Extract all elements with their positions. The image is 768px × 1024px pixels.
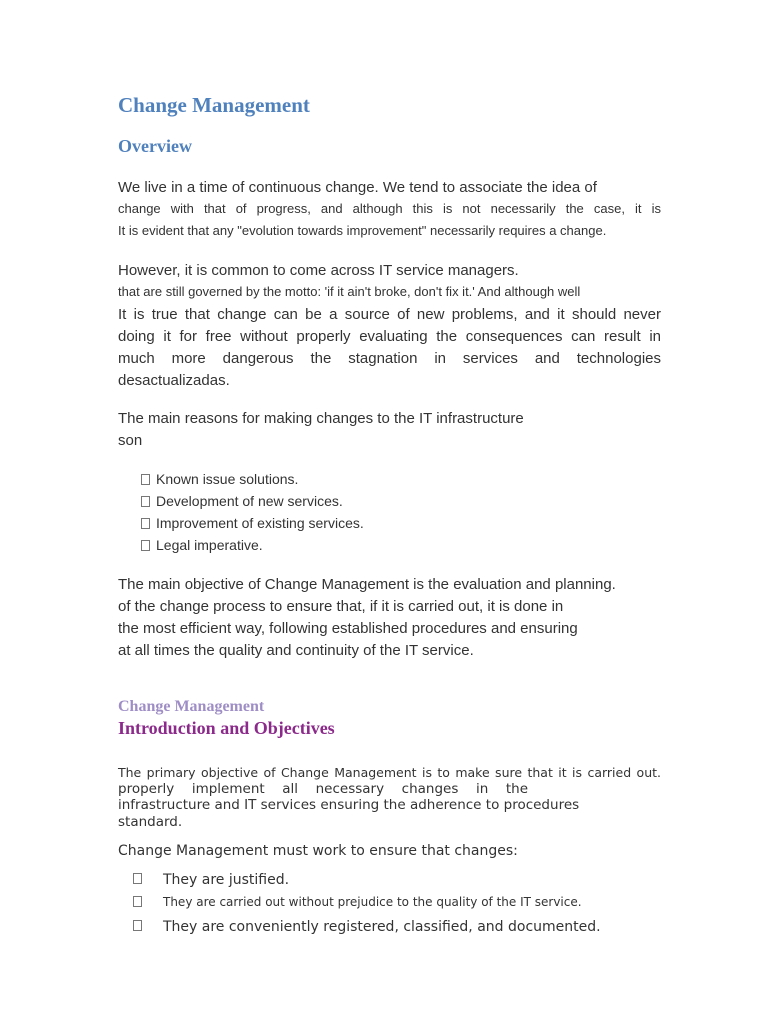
- overview-heading: Overview: [118, 136, 192, 156]
- bullet-box-icon: [141, 540, 150, 551]
- bullet-box-icon: [133, 896, 142, 907]
- section2-item-text: They are conveniently registered, classified, and documented.: [163, 919, 601, 935]
- section2-item: [133, 894, 142, 912]
- overview-para2-line1: However, it is common to come across IT service managers.: [118, 262, 519, 279]
- section2-para-line2: properly implement all necessary changes in the: [118, 781, 528, 797]
- objective-line3: the most efficient way, following established procedures and ensuring: [118, 620, 578, 637]
- objective-line4: at all times the quality and continuity of the IT service.: [118, 642, 474, 659]
- overview-para2-line5: much more dangerous the stagnation in services and technologies: [118, 350, 661, 367]
- overview-para2-line6: desactualizadas.: [118, 372, 230, 389]
- section2-para-line4: standard.: [118, 814, 183, 830]
- reason-item: Legal imperative.: [141, 537, 263, 553]
- section2-supertitle: Change Management: [118, 698, 265, 715]
- bullet-box-icon: [133, 920, 142, 931]
- objective-line1: The main objective of Change Management is the evaluation and planning.: [118, 576, 616, 593]
- section2-para-line3: infrastructure and IT services ensuring the adherence to procedures: [118, 797, 580, 813]
- overview-para2-line2: that are still governed by the motto: 'if it ain't broke, don't fix it.' And although well: [118, 284, 581, 299]
- section2-item-text: They are justified.: [163, 872, 290, 888]
- overview-para1-line2: change with that of progress, and although this is not necessarily the case, it is: [118, 201, 661, 216]
- overview-para1-line1: We live in a time of continuous change. We tend to associate the idea of: [118, 179, 597, 196]
- bullet-box-icon: [141, 496, 150, 507]
- page-title: Change Management: [118, 93, 310, 117]
- section2-para-line1: The primary objective of Change Management is to make sure that it is carried out.: [118, 765, 661, 780]
- overview-para2-line4: doing it for free without properly evaluating the consequences can result in: [118, 328, 661, 345]
- overview-para1-line3: It is evident that any "evolution towards improvement" necessarily requires a change.: [118, 223, 607, 238]
- objective-line2: of the change process to ensure that, if it is carried out, it is done in: [118, 598, 564, 615]
- reasons-intro-line2: son: [118, 432, 143, 449]
- reason-item: Known issue solutions.: [141, 471, 298, 487]
- section2-item: [133, 918, 142, 936]
- bullet-box-icon: [141, 518, 150, 529]
- section2-item-text: They are carried out without prejudice to the quality of the IT service.: [163, 895, 582, 909]
- bullet-box-icon: [141, 474, 150, 485]
- section2-lead: Change Management must work to ensure that changes:: [118, 843, 518, 859]
- reason-item: Development of new services.: [141, 493, 343, 509]
- bullet-box-icon: [133, 873, 142, 884]
- overview-para2-line3: It is true that change can be a source of new problems, and it should never: [118, 306, 661, 323]
- reasons-intro-line1: The main reasons for making changes to the IT infrastructure: [118, 410, 524, 427]
- reason-item: Improvement of existing services.: [141, 515, 364, 531]
- section2-heading: Introduction and Objectives: [118, 718, 335, 738]
- section2-item: [133, 871, 142, 889]
